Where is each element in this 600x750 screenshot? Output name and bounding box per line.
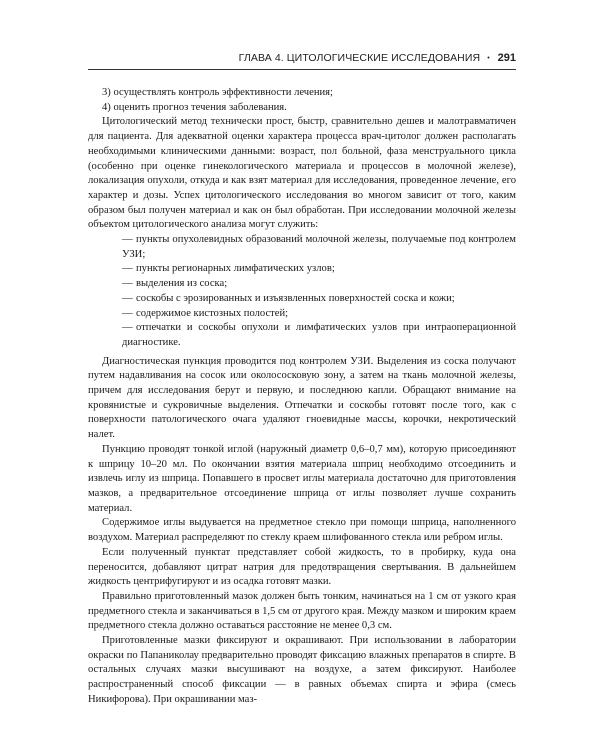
dash-list-item: — пункты опухолевидных образований молочной железы, получаемые под контролем УЗИ;: [88, 233, 516, 262]
numbered-item: 4) оценить прогноз течения заболевания.: [102, 101, 287, 113]
dash-list-item: — содержимое кистозных полостей;: [88, 307, 516, 322]
numbered-item: 3) осуществлять контроль эффективности лечения;: [102, 87, 333, 98]
chapter-title: ГЛАВА 4. ЦИТОЛОГИЧЕСКИЕ ИССЛЕДОВАНИЯ: [238, 52, 481, 64]
body-text: [88, 86, 516, 708]
dash-list-item: — выделения из соска;: [88, 277, 516, 292]
paragraph: Содержимое иглы выдувается на предметное стекло при помощи шприца, наполненного воздухом. Материал распределяют по стеклу краем шлифованного стекла или ребром иглы.: [88, 517, 516, 544]
running-header: [238, 50, 516, 66]
paragraph: Пункцию проводят тонкой иглой (наружный диаметр 0,6–0,7 мм), которую присоединяют к шприцу 10–20 мл. По окончании взятия материала шприц необходимо отсоединить и извлечь иглу из шприца. Попавшего в просвет иглы материала достаточно для приготовления мазков, а предварительное отсоединение шприца от иглы позволяет лучше сохранить материал.: [88, 443, 516, 514]
paragraph: Если полученный пунктат представляет собой жидкость, то в пробирку, куда она переносится, добавляют цитрат натрия для предотвращения свертывания. В дальнейшем жидкость центрифугируют и из осадка готовят мазки.: [88, 546, 516, 588]
header-bullet: •: [487, 54, 490, 62]
dash-list-item: — соскобы с эрозированных и изъязвленных поверхностей соска и кожи;: [88, 292, 516, 307]
paragraph: Диагностическая пункция проводится под контролем УЗИ. Выделения из соска получают путем надавливания на сосок или околососковую зону, а затем на ткань молочной железы, причем для исследования берут и первую, и последнюю капли. Обращают внимание на кровянистые и сукровичные выделения. Отпечатки и соскобы готовят после того, как с поверхности патологического очага удаляют гноевидные массы, корочки, некротический налет.: [88, 355, 516, 441]
dash-list-item: — пункты регионарных лимфатических узлов;: [88, 262, 516, 277]
header-rule: [88, 69, 516, 70]
page-number: 291: [497, 52, 516, 64]
paragraph: Приготовленные мазки фиксируют и окрашивают. При использовании в лаборатории окраски по Папаниколау предварительно проводят фиксацию влажных препаратов в спирте. В остальных случаях мазки высушивают на воздухе, а затем фиксируют. Наиболее распространенный способ фиксации — в равных объемах спирта и эфира (смесь Никифорова). При окрашивании маз-: [88, 635, 516, 705]
paragraph: Цитологический метод технически прост, быстр, сравнительно дешев и малотравматичен для пациента. Для адекватной оценки характера процесса врач-цитолог должен располагать необходимыми клиническими данными: возраст, пол больной, фаза менструального цикла (особенно при оценке гинекологического материала и процессов в молочной железе), локализация опухоли, откуда и как взят материал для исследования, проведенное лечение, его характер и дозы. Успех цитологического исследования во многом зависит от того, каким образом был получен материал и как он был обработан. При исследовании молочной железы объектом цитологического анализа могут служить:: [88, 116, 516, 231]
paragraph: Правильно приготовленный мазок должен быть тонким, начинаться на 1 см от узкого края предметного стекла и заканчиваться в 1,5 см от другого края. Между мазком и широким краем предметного стекла должно оставаться расстояние не менее 0,3 см.: [88, 590, 516, 632]
dash-list-item: — отпечатки и соскобы опухоли и лимфатических узлов при интраоперационной диагностике.: [88, 321, 516, 350]
